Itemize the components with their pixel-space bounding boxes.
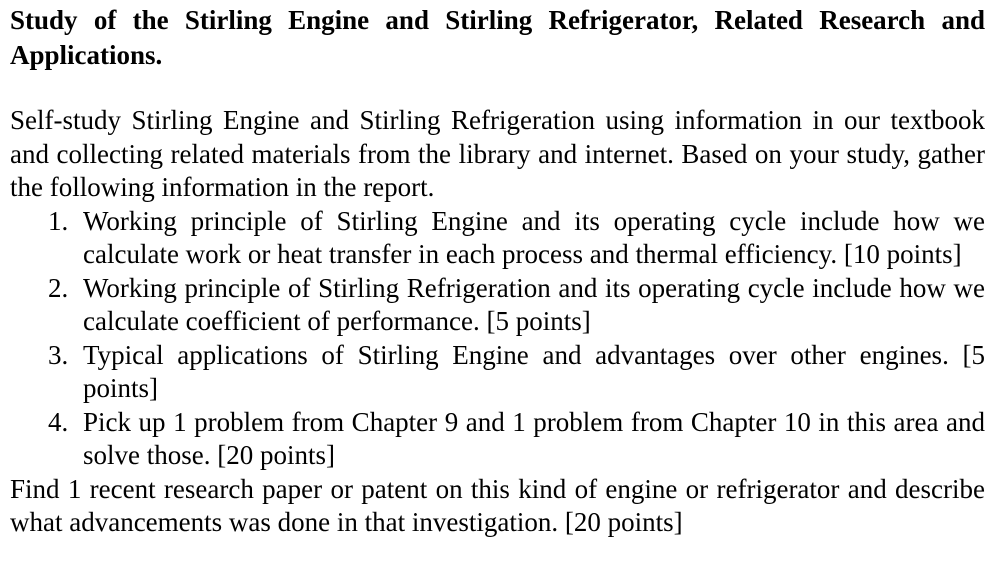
list-item-text: Working principle of Stirling Engine and its operating cycle include how we calculate work or heat transfer in each process and thermal efficiency. [10 points]	[83, 205, 985, 269]
list-item-text: Working principle of Stirling Refrigeration and its operating cycle include how we calculate coefficient of performance. [5 points]	[83, 272, 985, 336]
list-item	[10, 272, 985, 339]
list-item	[10, 205, 985, 272]
list-item-text: Typical applications of Stirling Engine and advantages over other engines. [5 points]	[83, 339, 985, 403]
document-title: Study of the Stirling Engine and Stirling Refrigerator, Related Research and Applications.	[10, 5, 985, 70]
list-item-number: 1.	[48, 205, 69, 236]
closing-paragraph: Find 1 recent research paper or patent on this kind of engine or refrigerator and describe what advancements was done in that investigation. [20 points]	[10, 473, 985, 537]
list-item-number: 2.	[48, 272, 69, 303]
list-item	[10, 339, 985, 406]
intro-paragraph: Self-study Stirling Engine and Stirling Refrigeration using information in our textbook and collecting related materials from the library and internet. Based on your study, gather the following information in the report.	[10, 105, 985, 202]
list-item-text: Pick up 1 problem from Chapter 9 and 1 problem from Chapter 10 in this area and solve those. [20 points]	[83, 406, 985, 470]
list-item-number: 4.	[48, 406, 69, 437]
requirements-list	[10, 205, 985, 473]
list-item-number: 3.	[48, 339, 69, 370]
list-item	[10, 406, 985, 473]
